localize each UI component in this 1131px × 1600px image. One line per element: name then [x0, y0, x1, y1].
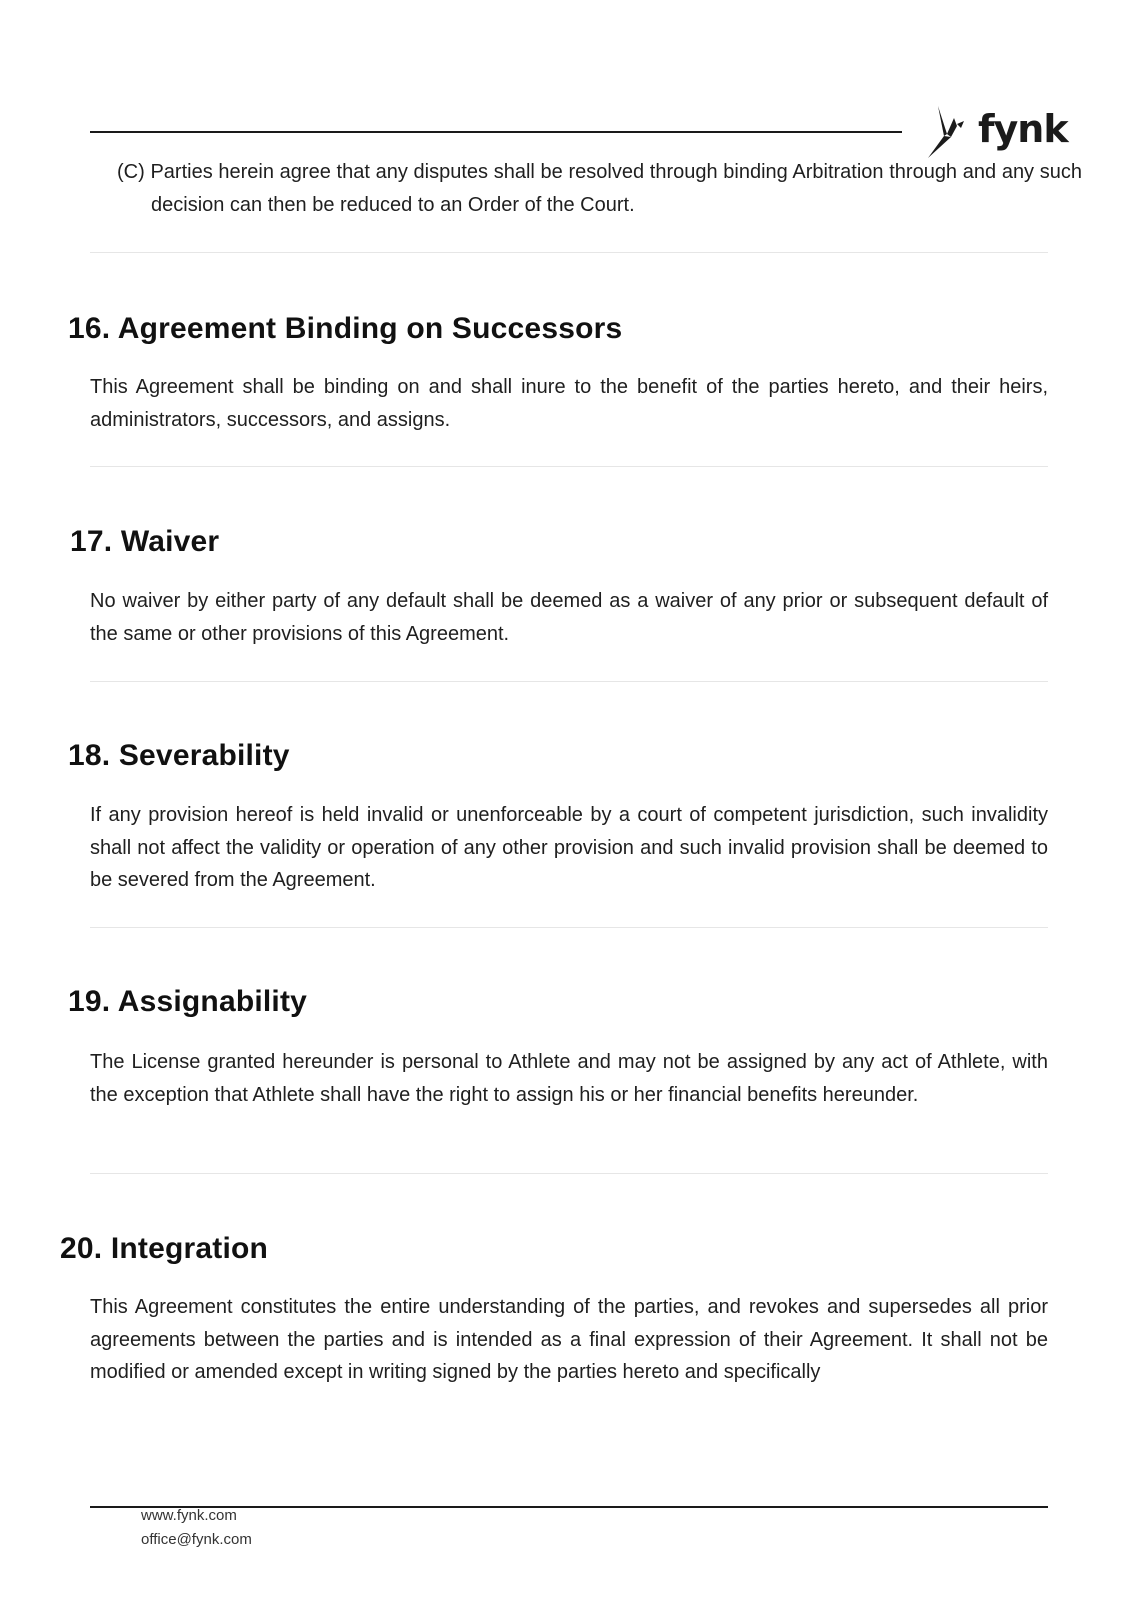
brand-logo	[924, 104, 1068, 160]
section-divider	[90, 1173, 1048, 1174]
section-body-16: This Agreement shall be binding on and shall inure to the benefit of the parties hereto, and their heirs, administrators, successors, and assigns.	[90, 376, 1048, 431]
section-body-20: This Agreement constitutes the entire understanding of the parties, and revokes and supersedes all prior agreements between the parties and is intended as a final expression of their Agreement. It shall not be modified or amended except in writing signed by the parties hereto and specifically	[90, 1296, 1048, 1383]
section-body-18: If any provision hereof is held invalid or unenforceable by a court of competent jurisdiction, such invalidity shall not affect the validity or operation of any other provision and such invalid provision shall be deemed to be severed from the Agreement.	[90, 804, 1048, 891]
section-divider	[90, 466, 1048, 467]
section-heading-20: 20. Integration	[60, 1232, 269, 1265]
section-divider	[90, 252, 1048, 253]
section-divider	[90, 681, 1048, 682]
bird-logo-icon	[924, 104, 974, 160]
header-rule	[90, 131, 902, 133]
footer-website: www.fynk.com	[141, 1507, 237, 1524]
footer-email: office@fynk.com	[141, 1531, 252, 1548]
section-divider	[90, 927, 1048, 928]
clause-c: (C) Parties herein agree that any disputes shall be resolved through binding Arbitration through and any such decision can then be reduced to an Order of the Court.	[117, 161, 1082, 216]
brand-name: fynk	[978, 107, 1068, 151]
section-heading-19: 19. Assignability	[68, 985, 308, 1018]
section-heading-17: 17. Waiver	[70, 525, 220, 558]
section-body-19: The License granted hereunder is personal to Athlete and may not be assigned by any act of Athlete, with the exception that Athlete shall have the right to assign his or her financial benefits hereunder.	[90, 1051, 1048, 1106]
section-heading-18: 18. Severability	[68, 739, 290, 772]
section-heading-16: 16. Agreement Binding on Successors	[68, 312, 623, 345]
section-body-17: No waiver by either party of any default shall be deemed as a waiver of any prior or subsequent default of the same or other provisions of this Agreement.	[90, 590, 1048, 645]
